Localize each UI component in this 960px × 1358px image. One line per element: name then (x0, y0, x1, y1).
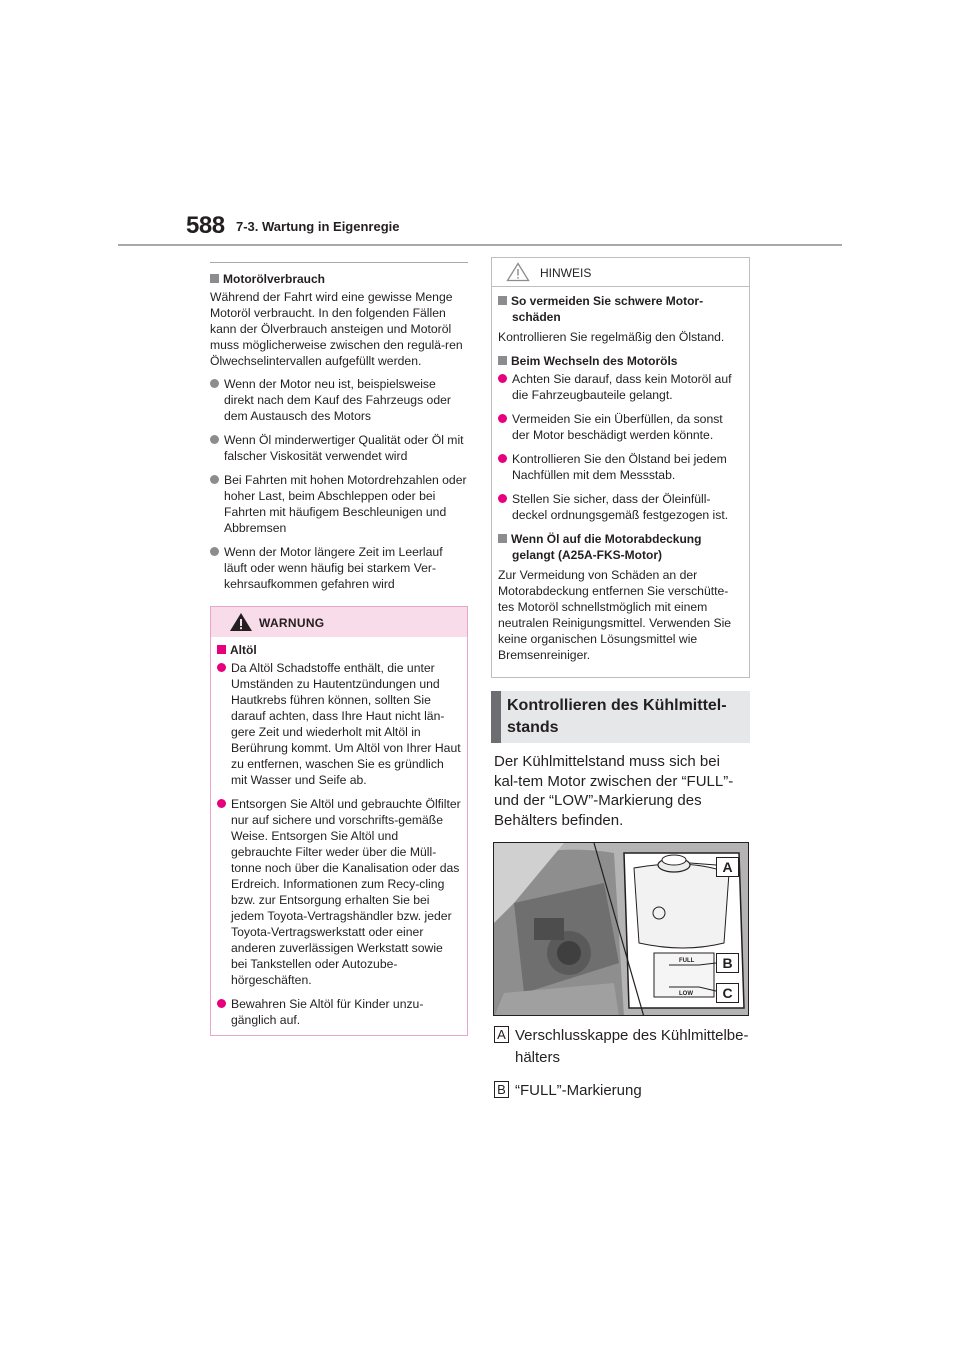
oil-consumption-intro: Während der Fahrt wird eine gewisse Menge Motoröl verbraucht. In den folgenden Fällen kann der Ölverbrauch ansteigen und Motoröl muss möglicherweise zwischen den regulä-ren Ölwechselintervallen aufgefüllt werden. (210, 290, 463, 368)
caution-triangle-icon (506, 262, 530, 282)
section-title: 7-3. Wartung in Eigenregie (236, 219, 400, 234)
page-number: 588 (186, 212, 225, 239)
warning-header (211, 607, 467, 637)
bullet-dot-icon (210, 379, 219, 388)
notice-text: Zur Vermeidung von Schäden an der Motorabdeckung entfernen Sie verschütte-tes Motoröl schnellstmöglich mit einem neutralen Reinigungsmittel. Verwenden Sie keine organischen Lösungsmittel wie Bremsenreiniger. (498, 568, 732, 662)
figure-label-a: A (716, 857, 739, 877)
square-bullet-icon (498, 534, 507, 543)
waste-oil-heading: Altöl (217, 642, 461, 658)
bullet-dot-icon (210, 547, 219, 556)
legend-text: “FULL”-Markierung (515, 1082, 642, 1099)
list-item: Achten Sie darauf, dass kein Motoröl auf die Fahrzeugbauteile gelangt. (498, 371, 743, 403)
list-item: Bewahren Sie Altöl für Kinder unzu-gänglich auf. (217, 996, 461, 1028)
list-item: Da Altöl Schadstoffe enthält, die unter Umständen zu Hautentzündungen und Hautkrebs führen können, sollten Sie darauf achten, dass Ihre Haut nicht län-gere Zeit und wiederholt mit Altöl in Berührung kommt. Um Altöl von Ihrer Haut zu entfernen, waschen Sie es gründlich mit Wasser und Seife ab. (217, 660, 461, 788)
coolant-reservoir-figure (493, 842, 749, 1016)
section-divider (210, 262, 468, 263)
square-bullet-icon (217, 645, 226, 654)
oil-consumption-heading: Motorölverbrauch (210, 271, 468, 287)
notice-heading-engine-damage: So vermeiden Sie schwere Motor-schäden (498, 293, 743, 325)
legend-key: A (494, 1026, 509, 1043)
coolant-heading: Kontrollieren des Kühlmittel-stands (507, 697, 727, 736)
low-mark-label: LOW (679, 991, 693, 997)
legend-text: Verschlusskappe des Kühlmittelbe-hälters (515, 1027, 749, 1066)
figure-label-c: C (716, 983, 739, 1003)
notice-text: Kontrollieren Sie regelmäßig den Ölstand. (498, 330, 725, 344)
bullet-dot-icon (210, 435, 219, 444)
square-bullet-icon (498, 296, 507, 305)
bullet-dot-icon (217, 663, 226, 672)
list-item: Bei Fahrten mit hohen Motordrehzahlen oder hoher Last, beim Abschleppen oder bei Fahrten mit häufigem Beschleunigen und Abbremsen (210, 472, 468, 536)
square-bullet-icon (210, 274, 219, 283)
notice-title: HINWEIS (540, 266, 592, 280)
coolant-heading-bar (491, 691, 750, 743)
bullet-dot-icon (217, 999, 226, 1008)
square-bullet-icon (498, 356, 507, 365)
list-item: Wenn der Motor neu ist, beispielsweise direkt nach dem Kauf des Fahrzeugs oder dem Austausch des Motors (210, 376, 468, 424)
notice-heading-oil-change: Beim Wechseln des Motoröls (498, 353, 743, 369)
list-item: Vermeiden Sie ein Überfüllen, da sonst der Motor beschädigt werden könnte. (498, 411, 743, 443)
heading-accent-bar (491, 691, 501, 743)
warning-title: WARNUNG (259, 616, 325, 630)
full-mark-label: FULL (679, 958, 695, 964)
notice-box (491, 257, 750, 678)
bullet-dot-icon (210, 475, 219, 484)
list-item: Kontrollieren Sie den Ölstand bei jedem Nachfüllen mit dem Messstab. (498, 451, 743, 483)
bullet-dot-icon (498, 414, 507, 423)
list-item: Wenn Öl minderwertiger Qualität oder Öl mit falscher Viskosität verwendet wird (210, 432, 468, 464)
legend-item-a (494, 1025, 750, 1069)
warning-triangle-icon (229, 612, 253, 632)
bullet-dot-icon (498, 374, 507, 383)
list-item: Stellen Sie sicher, dass der Öleinfüll-deckel ordnungsgemäß festgezogen ist. (498, 491, 743, 523)
coolant-intro: Der Kühlmittelstand muss sich bei kal-tem Motor zwischen der “FULL”- und der “LOW”-Markierung des Behälters befinden. (494, 753, 734, 829)
notice-heading-engine-cover: Wenn Öl auf die Motorabdeckung gelangt (A25A-FKS-Motor) (498, 531, 743, 563)
warning-box (210, 606, 468, 1036)
figure-label-b: B (716, 953, 739, 973)
notice-header (492, 258, 749, 287)
bullet-dot-icon (217, 799, 226, 808)
list-item: Entsorgen Sie Altöl und gebrauchte Ölfilter nur auf sichere und vorschrifts-gemäße Weise. Entsorgen Sie Altöl und gebrauchte Filter weder über die Müll-tonne noch über die Kanalisation oder das Erdreich. Informationen zum Recy-cling bzw. zur Entsorgung erhalten Sie bei jedem Toyota-Vertragshändler bzw. jeder Toyota-Vertragswerkstatt oder einer anderen zuverlässigen Werkstatt sowie bei Tankstellen oder Autozube-hörgeschäften. (217, 796, 461, 988)
list-item: Wenn der Motor längere Zeit im Leerlauf läuft oder wenn häufig bei starkem Ver-kehrsaufkommen gefahren wird (210, 544, 468, 592)
bullet-dot-icon (498, 454, 507, 463)
legend-item-b (494, 1080, 750, 1102)
engine-bay-illustration (494, 843, 749, 1016)
header-divider (118, 244, 842, 246)
bullet-dot-icon (498, 494, 507, 503)
legend-key: B (494, 1081, 509, 1098)
oil-consumption-section (210, 262, 468, 600)
